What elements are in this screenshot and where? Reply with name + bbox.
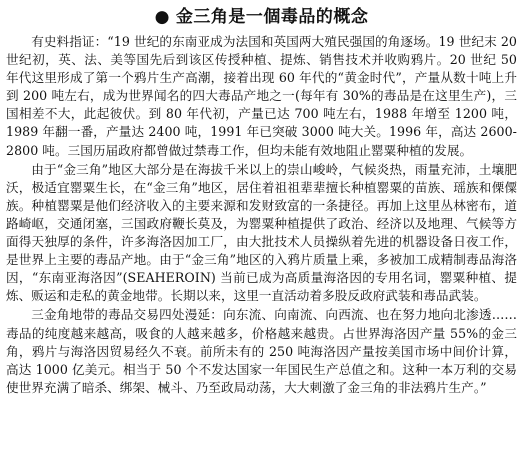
page-title: 金三角是一個毒品的概念 (175, 7, 369, 27)
paragraph-trade: 三金角地带的毒品交易四处漫延：向东流、向南流、向西流、也在努力地向北渗透……毒品的纯度越来越高，吸食的人越来越多，价格越来越贵。占世界海洛因产量 55%的金三角，鸦片与海洛因贸易经久不衰。前所未有的 250 吨海洛因产量按美国市场中间价计算，高达 1000 亿美元。相当于 50 个不发达国家一年国民生产总值之和。这种一本万利的交易使世界充满了暗杀、绑架、械斗、乃至政局动荡，大大刺激了金三角的非法鸦片生产。” (6, 307, 517, 395)
bullet-icon: ● (154, 7, 170, 27)
document-title-row (6, 6, 517, 28)
paragraph-history: 有史料指证：“19 世纪的东南亚成为法国和英国两大殖民强国的角逐场。19 世纪末 20 世纪初，英、法、美等国先后到该区传授种植、提炼、销售技术并收购鸦片。20 世纪 50 年代这里形成了第一个鸦片生产高潮，接着出现 60 年代的“黄金时代”，产量从数十吨上升到 200 吨左右，成为世界闻名的四大毒品产地之一(每年有 30%的毒品是在这里生产)，三国相差不大，此起彼伏。到 80 年代初，产量已达 700 吨左右，1988 年增至 1200 吨，1989 年翻一番，产量达 2400 吨，1991 年已突破 3000 吨大关。1996 年，高达 2600-2800 吨。三国历届政府都曾做过禁毒工作，但均未能有效地阻止罂粟种植的发展。 (6, 34, 517, 158)
paragraph-geography: 由于“金三角”地区大部分是在海拔千米以上的崇山峻岭，气候炎热，雨量充沛，土壤肥沃，极适宜罂粟生长，在“金三角”地区，居住着祖祖辈辈擅长种植罂粟的苗族、瑶族和傈僳族。种植罂粟是他们经济收入的主要来源和发财致富的一条捷径。再加上这里丛林密布，道路崎岖，交通闭塞，三国政府鞭长莫及，为罂粟种植提供了政治、经济以及地理、气候等方面得天独厚的条件，许多海洛因加工厂，由大批技术人员操纵着先进的机器设备日夜工作，是世界上主要的毒品产地。由于“金三角”地区的入鸦片质量上乘，多被加工成精制毒品海洛因，“东南亚海洛因”(SEAHEROIN) 当前已成为高质量海洛因的专用名词，罂粟种植、提炼、贩运和走私的黄金地带。长期以来，这里一直活动着多股反政府武装和毒品武装。 (6, 161, 517, 304)
